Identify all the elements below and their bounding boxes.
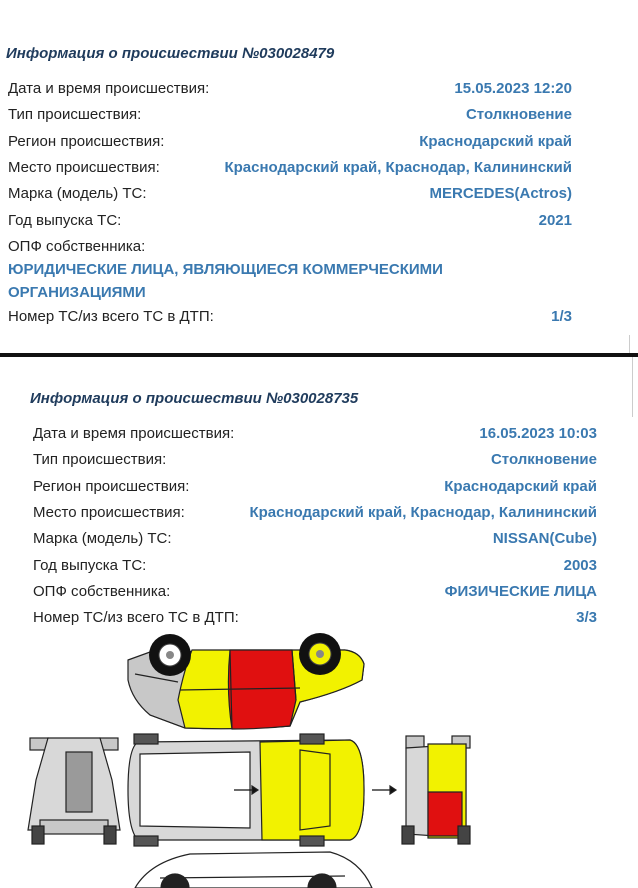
value-make: NISSAN(Cube) [492, 530, 597, 547]
row-place [8, 159, 572, 179]
value-place: Краснодарский край, Краснодар, Калининский [224, 159, 572, 176]
row-vehicle-no [33, 609, 597, 629]
value-datetime: 16.05.2023 10:03 [479, 425, 597, 442]
value-year: 2021 [538, 212, 572, 229]
label-year: Год выпуска ТС: [8, 212, 122, 229]
label-vehicle-no: Номер ТС/из всего ТС в ДТП: [8, 308, 214, 325]
value-vehicle-no: 1/3 [551, 308, 572, 325]
row-type [8, 106, 572, 126]
label-owner: ОПФ собственника: [33, 583, 171, 600]
label-vehicle-no: Номер ТС/из всего ТС в ДТП: [33, 609, 239, 626]
value-region: Краснодарский край [444, 478, 597, 495]
value-vehicle-no: 3/3 [576, 609, 597, 626]
row-owner [8, 238, 572, 258]
row-make [8, 185, 572, 205]
label-make: Марка (модель) ТС: [8, 185, 147, 202]
damage-diagram [0, 630, 638, 888]
card-border-line [629, 335, 630, 355]
row-year [8, 212, 572, 232]
car-damage-side-view-bottom [135, 852, 372, 888]
row-make [33, 530, 597, 550]
car-damage-rear-view [28, 738, 120, 844]
value-make: MERCEDES(Actros) [429, 185, 572, 202]
car-damage-top-view [128, 734, 364, 846]
row-owner [33, 583, 597, 603]
section-divider [0, 353, 638, 357]
label-year: Год выпуска ТС: [33, 557, 147, 574]
car-damage-front-view [372, 736, 470, 844]
row-vehicle-no [8, 308, 572, 328]
row-region [8, 133, 572, 153]
label-place: Место происшествия: [33, 504, 185, 521]
value-type: Столкновение [490, 451, 597, 468]
label-type: Тип происшествия: [8, 106, 142, 123]
row-datetime [8, 80, 572, 100]
value-owner: ФИЗИЧЕСКИЕ ЛИЦА [444, 583, 597, 600]
row-type [33, 451, 597, 471]
value-datetime: 15.05.2023 12:20 [454, 80, 572, 97]
value-region: Краснодарский край [419, 133, 572, 150]
label-type: Тип происшествия: [33, 451, 167, 468]
label-datetime: Дата и время происшествия: [33, 425, 235, 442]
incident-title: Информация о происшествии №030028479 [6, 45, 335, 62]
value-owner-line1: ЮРИДИЧЕСКИЕ ЛИЦА, ЯВЛЯЮЩИЕСЯ КОММЕРЧЕСКИМИ [8, 261, 443, 278]
value-place: Краснодарский край, Краснодар, Калининский [249, 504, 597, 521]
label-region: Регион происшествия: [33, 478, 190, 495]
label-owner: ОПФ собственника: [8, 238, 146, 255]
label-place: Место происшествия: [8, 159, 160, 176]
value-owner-line2: ОРГАНИЗАЦИЯМИ [8, 284, 146, 301]
row-place [33, 504, 597, 524]
label-datetime: Дата и время происшествия: [8, 80, 210, 97]
row-datetime [33, 425, 597, 445]
row-year [33, 557, 597, 577]
label-make: Марка (модель) ТС: [33, 530, 172, 547]
row-region [33, 478, 597, 498]
wheel-icon [149, 634, 191, 676]
incident-title: Информация о происшествии №030028735 [30, 390, 359, 407]
value-year: 2003 [563, 557, 597, 574]
value-type: Столкновение [465, 106, 572, 123]
label-region: Регион происшествия: [8, 133, 165, 150]
value-owner [8, 258, 443, 304]
card-border-line [632, 357, 633, 417]
wheel-icon [299, 633, 341, 675]
